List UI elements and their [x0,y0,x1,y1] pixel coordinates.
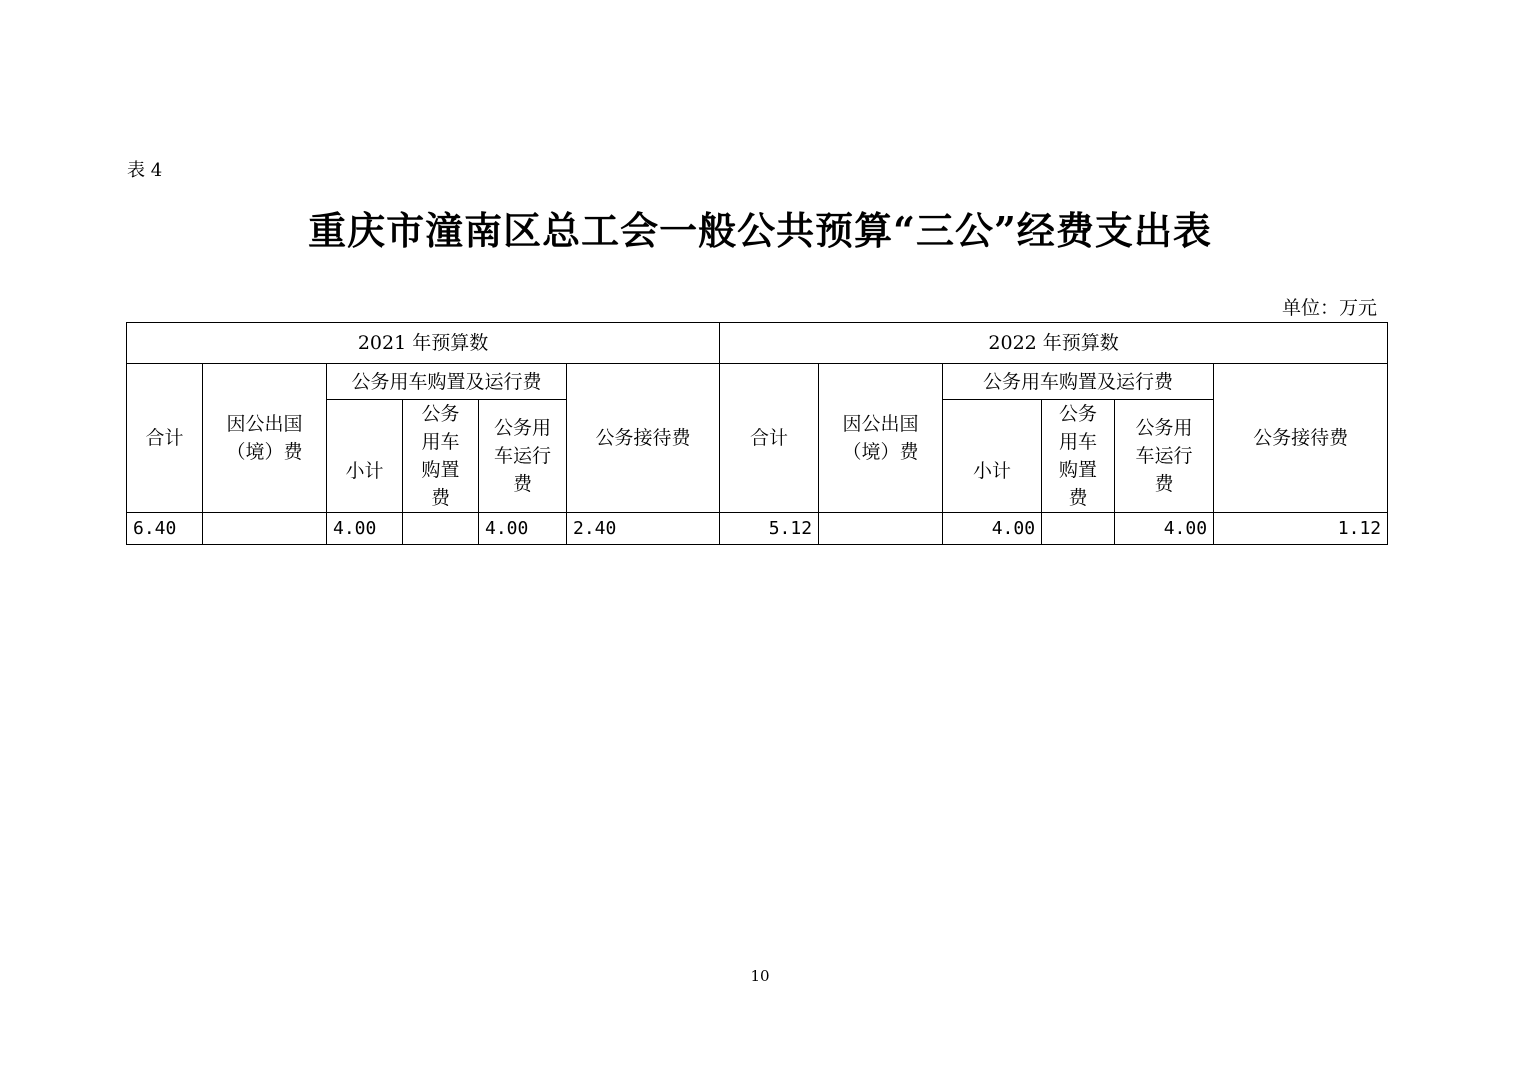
header-2021-budget: 2021 年预算数 [127,323,720,364]
header-2021-vehicle-operation [479,400,567,513]
header-2022-abroad-line2: （境）费 [842,441,919,463]
budget-table [126,322,1388,545]
header-2021-purchase-line4: 费 [430,487,450,509]
cell-2021-purchase [403,513,479,545]
header-2022-reception: 公务接待费 [1214,364,1388,513]
cell-2021-reception: 2.40 [567,513,720,545]
header-2022-purchase-line1: 公务 [1059,403,1098,425]
header-2022-purchase-line3: 购置 [1059,459,1098,481]
cell-2022-subtotal: 4.00 [943,513,1042,545]
header-2022-abroad-line1: 因公出国 [842,413,919,435]
header-2021-reception: 公务接待费 [567,364,720,513]
page-number: 10 [750,967,770,985]
header-2022-abroad [819,364,943,513]
header-2021-purchase-line2: 用车 [421,431,460,453]
header-2022-purchase-line4: 费 [1068,487,1088,509]
cell-2021-abroad [203,513,327,545]
cell-2022-reception: 1.12 [1214,513,1388,545]
table-number: 表 4 [127,160,163,181]
header-row-groups [127,364,1388,400]
header-2022-purchase-line2: 用车 [1059,431,1098,453]
header-2022-subtotal-text: 小计 [973,460,1012,482]
cell-2022-purchase [1042,513,1115,545]
header-2021-abroad [203,364,327,513]
header-2022-subtotal [943,400,1042,513]
document-title: 重庆市潼南区总工会一般公共预算“三公”经费支出表 [308,208,1212,253]
header-2021-purchase-line1: 公务 [421,403,460,425]
header-2022-operation-line1: 公务用 [1135,417,1193,439]
header-2021-operation-line2: 车运行 [493,445,551,467]
header-2021-vehicle-purchase [403,400,479,513]
header-2022-total: 合计 [720,364,819,513]
cell-2021-subtotal: 4.00 [327,513,403,545]
header-2021-subtotal [327,400,403,513]
header-2022-vehicle-group: 公务用车购置及运行费 [943,364,1214,400]
header-2022-operation-line3: 费 [1154,473,1174,495]
header-2022-budget: 2022 年预算数 [720,323,1388,364]
table-row [127,513,1388,545]
header-row-years [127,323,1388,364]
header-2021-vehicle-group: 公务用车购置及运行费 [327,364,567,400]
header-2021-operation-line1: 公务用 [493,417,551,439]
header-2021-abroad-line2: （境）费 [226,441,303,463]
cell-2021-operation: 4.00 [479,513,567,545]
header-2021-purchase-line3: 购置 [421,459,460,481]
unit-label: 单位：万元 [1281,297,1377,319]
header-2021-abroad-line1: 因公出国 [226,413,303,435]
header-2022-vehicle-operation [1115,400,1214,513]
header-2022-vehicle-purchase [1042,400,1115,513]
header-2021-total: 合计 [127,364,203,513]
header-2021-operation-line3: 费 [512,473,532,495]
cell-2022-total: 5.12 [720,513,819,545]
cell-2022-operation: 4.00 [1115,513,1214,545]
cell-2022-abroad [819,513,943,545]
cell-2021-total: 6.40 [127,513,203,545]
header-2021-subtotal-text: 小计 [345,460,384,482]
header-2022-operation-line2: 车运行 [1135,445,1193,467]
